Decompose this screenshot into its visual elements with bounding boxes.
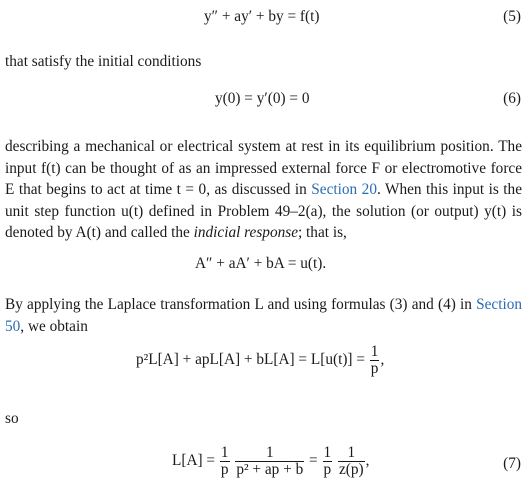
paragraph-so: so: [5, 410, 19, 427]
paragraph-indicial-response: [5, 136, 522, 244]
equation-7: [172, 445, 369, 478]
paragraph-text: . When this input is the unit step function u(t) defined in Problem 49–2(a), the solution (or output) y(t) is denoted by A(t) and called the: [5, 181, 522, 241]
equals-sign: =: [309, 452, 318, 470]
equation-tail: ,: [380, 351, 385, 369]
paragraph-text: ; that is,: [297, 224, 347, 241]
fraction-denominator: p² + ap + b: [236, 461, 304, 478]
equation-tail: ,: [365, 452, 370, 470]
fraction-numerator: 1: [370, 343, 379, 360]
paragraph-laplace: [5, 294, 522, 337]
paragraph-text: , we obtain: [20, 317, 88, 335]
equation-transform: [136, 344, 384, 377]
fraction-denominator: p: [220, 461, 229, 478]
equation-number-5: (5): [503, 8, 521, 25]
fraction-one-over-p: [370, 344, 380, 377]
equation-lhs: p²L[A] + apL[A] + bL[A] = L[u(t)] =: [136, 351, 365, 369]
section-50-link[interactable]: Section 50: [5, 296, 522, 335]
fraction-1-over-zp: [338, 445, 365, 478]
equation-6: y(0) = y′(0) = 0: [215, 90, 310, 107]
equation-number-6: (6): [503, 90, 521, 107]
indicial-response-term: indicial response: [193, 224, 298, 241]
section-20-link[interactable]: Section 20: [311, 181, 377, 198]
fraction-denominator: p: [370, 360, 379, 377]
fraction-denominator: z(p): [339, 461, 364, 478]
fraction-1-over-quadratic: [235, 445, 304, 478]
paragraph-text: describing a mechanical or electrical system at rest in its equilibrium position. The input f(t) can be thought of as an impressed external force F or electromotive force E that begins to act at time t = 0, as discussed in: [5, 138, 522, 198]
fraction-numerator: 1: [235, 445, 304, 462]
fraction-denominator: p: [323, 461, 332, 478]
fraction-numerator: 1: [323, 444, 332, 461]
fraction-1-over-p: [220, 445, 230, 478]
equation-5: y″ + ay′ + by = f(t): [204, 8, 320, 25]
equation-lhs: L[A] =: [172, 452, 216, 470]
fraction-numerator: 1: [220, 444, 229, 461]
fraction-1-over-p-second: [323, 445, 333, 478]
fraction-numerator: 1: [338, 445, 365, 462]
equation-number-7: (7): [503, 455, 521, 472]
equation-indicial: A″ + aA′ + bA = u(t).: [195, 255, 327, 272]
paragraph-text: By applying the Laplace transformation L and using formulas (3) and (4) in: [5, 296, 477, 313]
paragraph-initial-conditions: that satisfy the initial conditions: [5, 53, 202, 70]
